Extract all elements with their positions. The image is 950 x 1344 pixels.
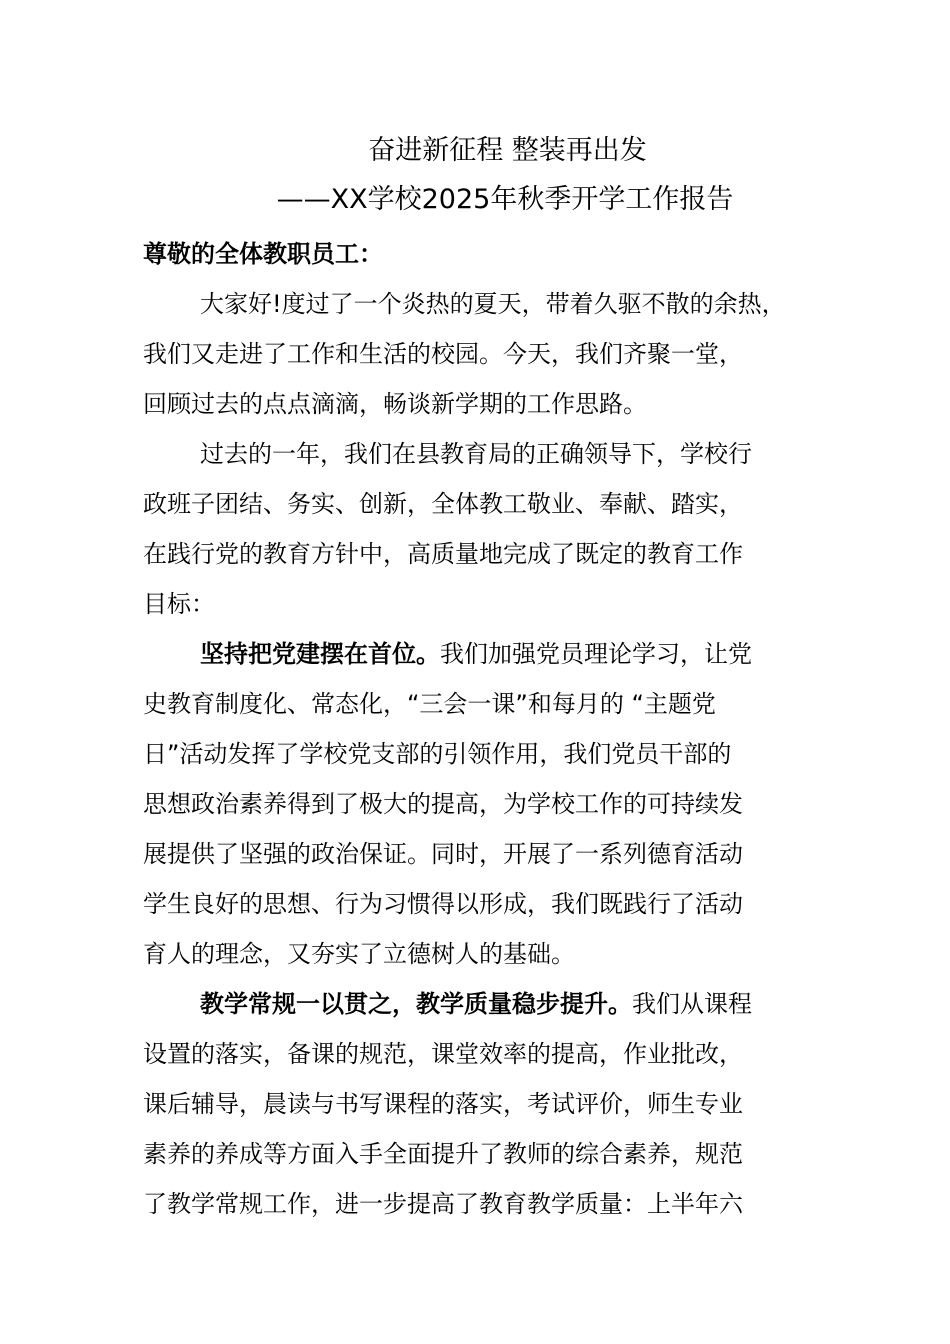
paragraph-line: 史教育制度化、常态化，“三会一课”和每月的 “主题党 [143, 690, 716, 718]
paragraph-line [143, 979, 843, 1029]
paragraph-review [143, 429, 843, 629]
paragraph-greeting [143, 279, 843, 429]
paragraph-teaching [143, 979, 843, 1229]
paragraph-line: 思想政治素养得到了极大的提高，为学校工作的可持续发 [143, 790, 743, 818]
document-title: 奋进新征程 整装再出发 [368, 135, 647, 166]
document-body [143, 229, 843, 1229]
paragraph-line: 展提供了坚强的政治保证。同时，开展了一系列德育活动 [143, 840, 743, 868]
paragraph-line [143, 629, 843, 679]
paragraph-party-building [143, 629, 843, 979]
paragraph-line: 日”活动发挥了学校党支部的引领作用，我们党员干部的 [143, 740, 732, 768]
paragraph-line: 了教学常规工作，进一步提高了教育教学质量：上半年六 [143, 1190, 743, 1218]
paragraph-line: 过去的一年，我们在县教育局的正确领导下，学校行 [200, 440, 752, 468]
paragraph-line: 目标： [143, 590, 215, 618]
paragraph-line: 课后辅导，晨读与书写课程的落实，考试评价，师生专业 [143, 1090, 743, 1118]
paragraph-line: 大家好!度过了一个炎热的夏天，带着久驱不散的余热， [200, 290, 786, 318]
paragraph-line: 学生良好的思想、行为习惯得以形成，我们既践行了活动 [143, 890, 743, 918]
paragraph-lead: 教学常规一以贯之，教学质量稳步提升。 [200, 990, 632, 1018]
salutation: 尊敬的全体教职员工： [143, 240, 383, 268]
paragraph-line: 素养的养成等方面入手全面提升了教师的综合素养，规范 [143, 1140, 743, 1168]
document-subtitle: ——XX学校2025年秋季开学工作报告 [276, 184, 734, 215]
paragraph-line: 我们又走进了工作和生活的校园。今天，我们齐聚一堂， [143, 340, 743, 368]
paragraph-lead-rest: 我们加强党员理论学习，让党 [440, 640, 752, 668]
paragraph-line: 育人的理念，又夯实了立德树人的基础。 [143, 940, 575, 968]
paragraph-lead-rest: 我们从课程 [632, 990, 752, 1018]
paragraph-line: 回顾过去的点点滴滴，畅谈新学期的工作思路。 [143, 390, 647, 418]
paragraph-line: 政班子团结、务实、创新，全体教工敬业、奉献、踏实， [143, 490, 743, 518]
paragraph-lead: 坚持把党建摆在首位。 [200, 640, 440, 668]
paragraph-line: 在践行党的教育方针中，高质量地完成了既定的教育工作 [143, 540, 743, 568]
paragraph-line: 设置的落实，备课的规范，课堂效率的提高，作业批改， [143, 1040, 743, 1068]
